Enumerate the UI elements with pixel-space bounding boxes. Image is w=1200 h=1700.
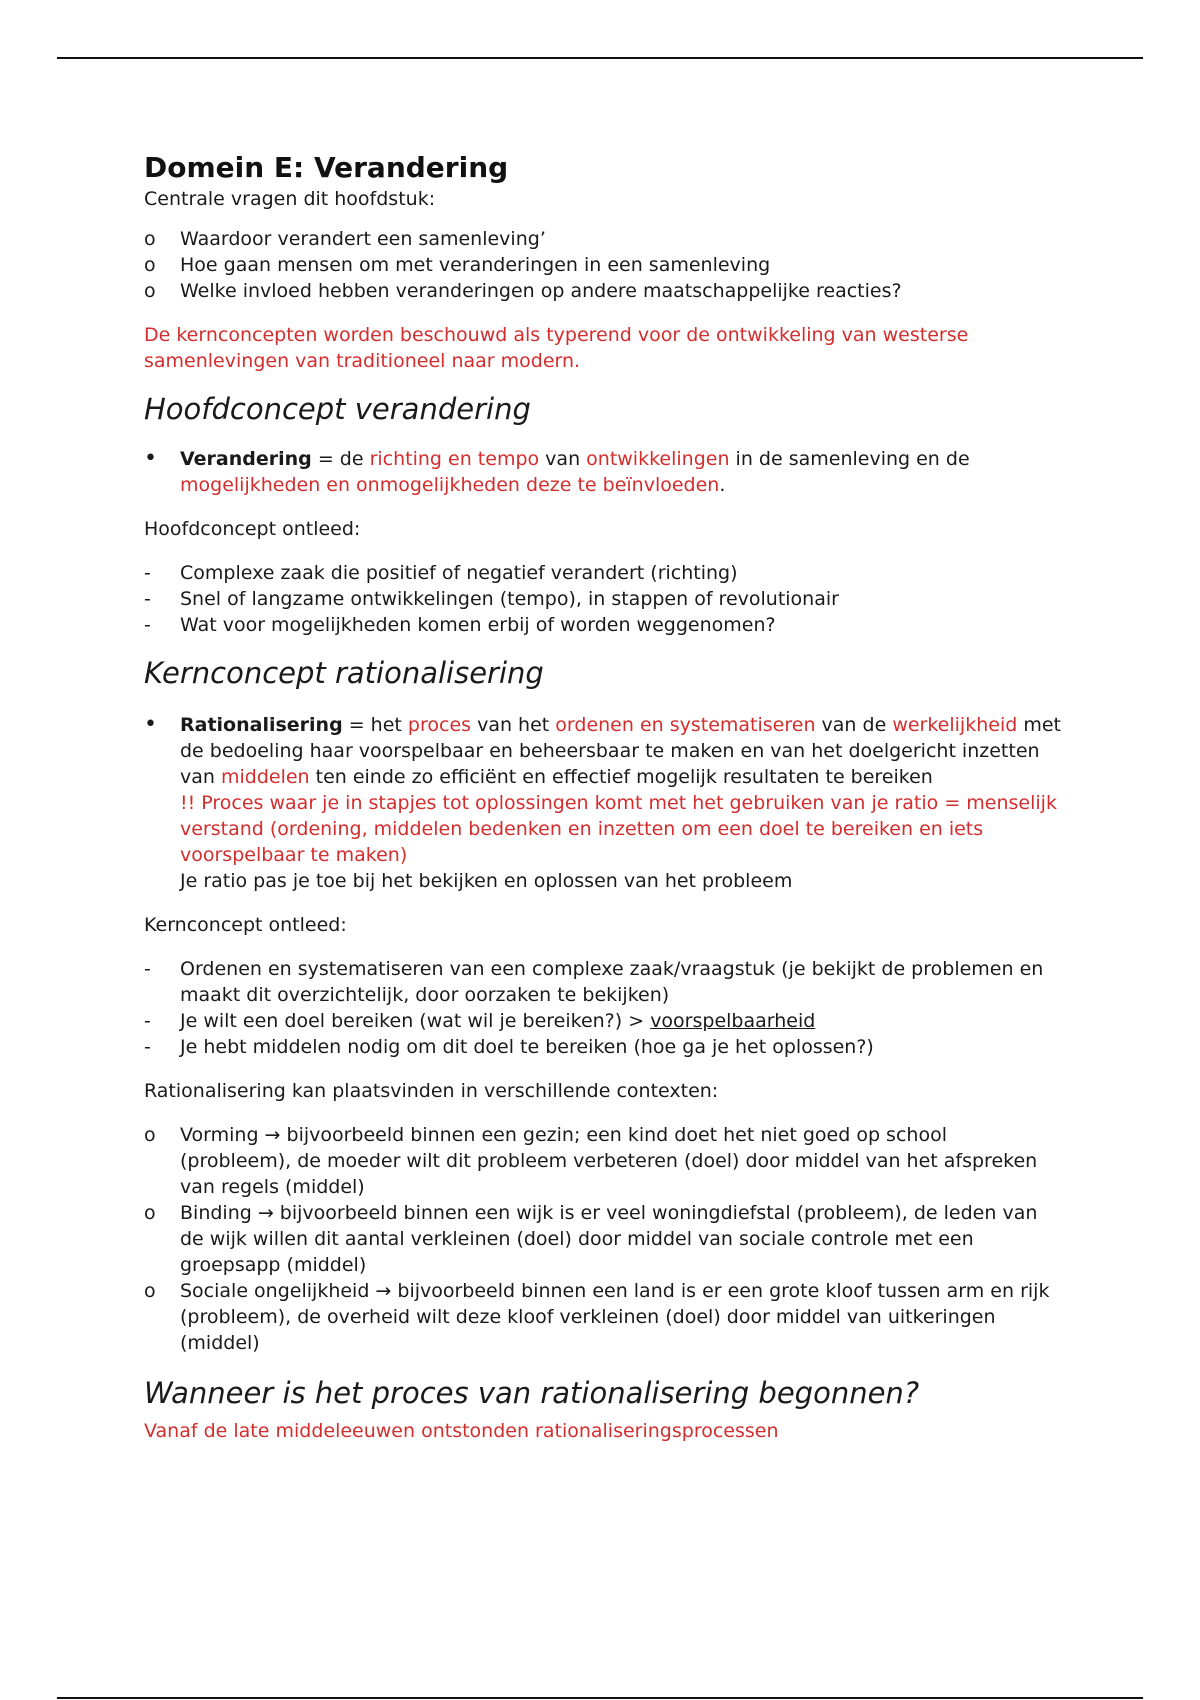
dash-marker: - — [144, 614, 151, 636]
contexten-list — [144, 1122, 1064, 1356]
section-heading-begonnen: Wanneer is het proces van rationalisering begonnen? — [144, 1376, 920, 1410]
circle-marker: o — [144, 254, 156, 276]
ratio-extra: Je ratio pas je toe bij het bekijken en oplossen van het probleem — [180, 870, 793, 892]
kernconcept-ontleed-label: Kernconcept ontleed: — [144, 914, 347, 936]
circle-marker: o — [144, 1124, 156, 1146]
list-item: • Rationalisering = het proces van het ordenen en systematiseren van de werkelijkheid met de bedoeling haar voorspelbaar en beheersbaar te maken en van het doelgericht inzetten van middelen ten einde zo efficiënt en effectief mogelijk resultaten te bereiken !! Proces waar je in stapjes tot oplossingen komt met het gebruiken van je ratio = menselijk verstand (ordening, middelen bedenken en inzetten om een doel te bereiken en iets voorspelbaar te maken) Je ratio pas je toe bij het bekijken en oplossen van het probleem — [144, 712, 1064, 894]
circle-marker: o — [144, 280, 156, 302]
list-item: - Snel of langzame ontwikkelingen (tempo), in stappen of revolutionair — [144, 588, 839, 610]
questions-list — [144, 226, 1064, 304]
list-item: o Welke invloed hebben veranderingen op andere maatschappelijke reacties? — [144, 280, 902, 302]
circle-marker: o — [144, 228, 156, 250]
dash-marker: - — [144, 1010, 151, 1032]
ratio-note: !! Proces waar je in stapjes tot oplossingen komt met het gebruiken van je ratio = menselijk verstand (ordening, middelen bedenken en inzetten om een doel te bereiken en iets voorspelbaar te maken) — [180, 792, 1057, 866]
list-item: o Hoe gaan mensen om met veranderingen in een samenleving — [144, 254, 771, 276]
circle-marker: o — [144, 1202, 156, 1224]
header-rule — [57, 57, 1143, 59]
section-heading-rationalisering: Kernconcept rationalisering — [144, 656, 544, 690]
list-item: - Je hebt middelen nodig om dit doel te bereiken (hoe ga je het oplossen?) — [144, 1036, 874, 1058]
dash-marker: - — [144, 588, 151, 610]
list-item: • Verandering = de richting en tempo van ontwikkelingen in de samenleving en de mogelijkheden en onmogelijkheden deze te beïnvloeden. — [144, 446, 970, 496]
hoofdconcept-ontleed-label: Hoofdconcept ontleed: — [144, 518, 361, 540]
intro-text: Centrale vragen dit hoofdstuk: — [144, 188, 436, 210]
begonnen-answer: Vanaf de late middeleeuwen ontstonden rationaliseringsprocessen — [144, 1420, 779, 1442]
document-body — [144, 150, 1064, 1444]
circle-marker: o — [144, 1280, 156, 1302]
list-item: o Sociale ongelijkheid → bijvoorbeeld binnen een land is er een grote kloof tussen arm en rijk (probleem), de overheid wilt deze kloof verkleinen (doel) door middel van uitkeringen (middel) — [144, 1280, 1050, 1354]
list-item: - Wat voor mogelijkheden komen erbij of worden weggenomen? — [144, 614, 776, 636]
list-item: o Binding → bijvoorbeeld binnen een wijk is er veel woningdiefstal (probleem), de leden van de wijk willen dit aantal verkleinen (doel) door middel van sociale controle met een groepsapp (middel) — [144, 1202, 1038, 1276]
list-item: o Vorming → bijvoorbeeld binnen een gezin; een kind doet het niet goed op school (probleem), de moeder wilt dit probleem verbeteren (doel) door middel van het afspreken van regels (middel) — [144, 1124, 1038, 1198]
dash-marker: - — [144, 562, 151, 584]
hoofdconcept-ontleed-list — [144, 560, 1064, 638]
list-item: - Complexe zaak die positief of negatief verandert (richting) — [144, 562, 738, 584]
footer-rule — [57, 1697, 1143, 1699]
dash-marker: - — [144, 1036, 151, 1058]
kernconcepten-note: De kernconcepten worden beschouwd als typerend voor de ontwikkeling van westerse samenlevingen van traditioneel naar modern. — [144, 324, 969, 372]
dash-marker: - — [144, 958, 151, 980]
section-heading-verandering: Hoofdconcept verandering — [144, 392, 531, 426]
bullet-marker: • — [144, 712, 157, 737]
definition-verandering — [144, 446, 1064, 498]
definition-rationalisering — [144, 712, 1064, 894]
page-title: Domein E: Verandering — [144, 151, 509, 184]
bullet-marker: • — [144, 446, 157, 471]
list-item: - Je wilt een doel bereiken (wat wil je bereiken?) > voorspelbaarheid — [144, 1010, 816, 1032]
list-item: - Ordenen en systematiseren van een complexe zaak/vraagstuk (je bekijkt de problemen en maakt dit overzichtelijk, door oorzaken te bekijken) — [144, 958, 1044, 1006]
contexten-label: Rationalisering kan plaatsvinden in verschillende contexten: — [144, 1080, 719, 1102]
list-item: o Waardoor verandert een samenleving’ — [144, 228, 546, 250]
kernconcept-ontleed-list — [144, 956, 1064, 1060]
